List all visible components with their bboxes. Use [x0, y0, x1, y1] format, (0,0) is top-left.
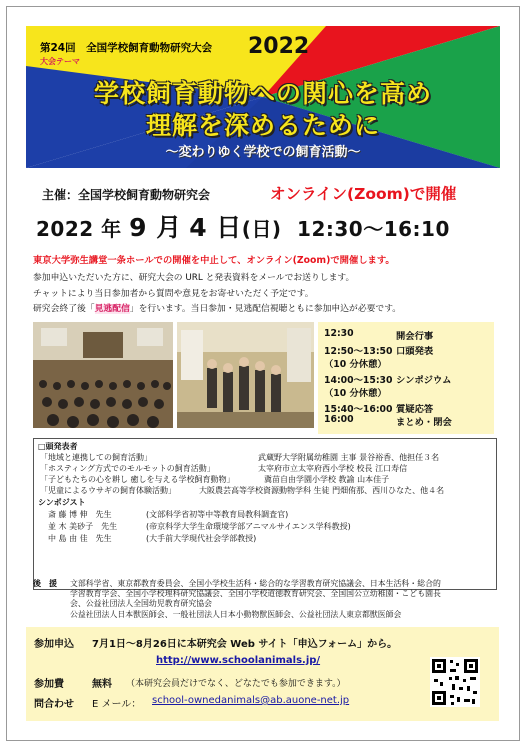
- fee-value: 無料: [92, 679, 112, 690]
- date-day: 4 日: [189, 213, 242, 242]
- qr-code-icon[interactable]: [430, 657, 480, 707]
- conference-name: 第24回 全国学校飼育動物研究大会: [40, 42, 213, 54]
- symposium-header: シンポジスト: [38, 498, 86, 507]
- theme-title-line2: 理解を深めるために: [145, 111, 380, 140]
- oral-presenter: 武蔵野大学附属幼稚園 主事 景谷裕香、他担任３名: [258, 453, 440, 462]
- support-line: 学習教育学会、全国小学校理科研究協議会、全国小学校道徳教育研究会、全国国公立幼稚園・こども園長: [70, 589, 441, 598]
- hall-photo: [33, 322, 173, 428]
- schedule-time: （10 分休憩）: [324, 388, 387, 399]
- symposist-name: 斎 藤 博 伸 先生: [48, 510, 112, 519]
- date-time: 12:30～16:10: [297, 217, 450, 241]
- theme-title-line1: 学校飼育動物への関心を高め: [93, 79, 432, 108]
- oral-header: □頭発表者: [38, 442, 78, 451]
- contact-prefix: E メール：: [92, 699, 142, 710]
- contact-label: 問合わせ: [34, 699, 74, 710]
- info-line: 研究会終了後「見逃配信」を行います。当日参加・見逃配信視聴ともに参加申込が必要です。: [33, 304, 402, 314]
- online-notice: オンライン(Zoom)で開催: [270, 185, 457, 203]
- schedule-time: 12:30: [324, 328, 354, 339]
- schedule-item: [324, 328, 434, 342]
- oral-title: 「ホスティング方式でのモルモットの飼育活動」: [40, 464, 215, 473]
- schedule-item: [324, 414, 452, 428]
- schedule-item: [324, 356, 387, 370]
- oral-presenter: 冀苗自由学園小学校 教諭 山本佳子: [264, 475, 390, 484]
- oral-title: 「児童によるウサギの飼育体験活動」: [40, 486, 176, 495]
- schedule-event: まとめ・閉会: [396, 417, 452, 428]
- event-date: [36, 208, 450, 244]
- symposist-affiliation: (文部科学省初等中等教育局教科調査官): [146, 510, 289, 519]
- contact-email-link[interactable]: school-ownedanimals@ab.auone-net.jp: [152, 695, 350, 706]
- schedule-time: （10 分休憩）: [324, 359, 387, 370]
- info-line: チャットにより当日参加者から質問や意見をお寄せいただく予定です。: [33, 289, 314, 299]
- website-link[interactable]: http://www.schoolanimals.jp/: [156, 655, 321, 666]
- schedule-item: [324, 372, 452, 386]
- support-section: [33, 578, 503, 628]
- apply-label: 参加申込: [34, 639, 74, 650]
- fee-note: （本研究会員だけでなく、どなたでも参加できます。）: [126, 679, 346, 689]
- symposist-affiliation: (帝京科学大学生命環境学部アニマルサイエンス学科教授): [146, 522, 351, 531]
- oral-presenter: 太宰府市立太宰府西小学校 校長 江口寿信: [258, 464, 408, 473]
- support-line: 会、公益社団法人全国幼児教育研究協会: [70, 599, 213, 608]
- footer-box: [26, 627, 499, 721]
- support-line: 公益社団法人日本獣医師会、一般社団法人日本小動物獣医師会、公益社団法人東京都獣医師会: [70, 610, 402, 619]
- oral-title: 「子どもたちの心を耕し 癒しを与える学校飼育動物」: [40, 475, 235, 484]
- organizer: 主催：全国学校飼育動物研究会: [42, 188, 211, 202]
- date-weekday: (日): [241, 217, 282, 241]
- oral-presenter: 大阪農芸高等学校資源動物学科 生徒 門畑侑那、西川ひなた、他４名: [199, 486, 445, 495]
- conference-year: 2022: [248, 34, 310, 59]
- schedule-time: 16:00: [324, 414, 354, 425]
- schedule-box: [318, 322, 494, 434]
- presenters-box: [33, 438, 497, 590]
- schedule-item: [324, 385, 387, 399]
- theme-subtitle: ～変わりゆく学校での飼育活動～: [165, 145, 361, 160]
- info-line: 参加申込いただいた方に、研究大会の URL と発表資料をメールでお送りします。: [33, 273, 355, 283]
- schedule-item: [324, 401, 434, 415]
- schedule-time: 14:00～15:30: [324, 375, 393, 386]
- symposist-name: 中 島 由 佳 先生: [48, 534, 112, 543]
- schedule-event: シンポジウム: [396, 375, 452, 386]
- support-line: 文部科学省、東京都教育委員会、全国小学校生活科・総合的な学習教育研究協議会、日本生活科・総合的: [70, 579, 441, 588]
- fee-label: 参加費: [34, 679, 64, 690]
- schedule-event: 口頭発表: [396, 346, 434, 357]
- schedule-time: 12:50～13:50: [324, 346, 393, 357]
- date-month: 9 月: [129, 213, 182, 242]
- highlight-missed-stream: 見逃配信: [94, 304, 130, 314]
- schedule-time: 15:40～16:00: [324, 404, 393, 415]
- symposist-name: 並 木 美砂子 先生: [48, 522, 118, 531]
- theme-tag: 大会テーマ: [40, 57, 80, 66]
- cancel-notice: 東京大学弥生講堂一条ホールでの開催を中止して、オンライン(Zoom)で開催します。: [33, 255, 395, 266]
- poster-session-photo: [177, 322, 314, 428]
- oral-title: 「地域と連携しての飼育活動」: [40, 453, 152, 462]
- apply-text: 7月1日～8月26日に本研究会 Web サイト「申込フォーム」から。: [92, 639, 398, 650]
- schedule-item: [324, 343, 434, 357]
- symposist-affiliation: (大手前大学現代社会学部教授): [146, 534, 257, 543]
- banner: [26, 26, 500, 168]
- schedule-event: 開会行事: [396, 331, 434, 342]
- schedule-event: 質疑応答: [396, 404, 434, 415]
- date-year: 2022 年: [36, 217, 122, 241]
- support-label: 後 援: [33, 579, 57, 588]
